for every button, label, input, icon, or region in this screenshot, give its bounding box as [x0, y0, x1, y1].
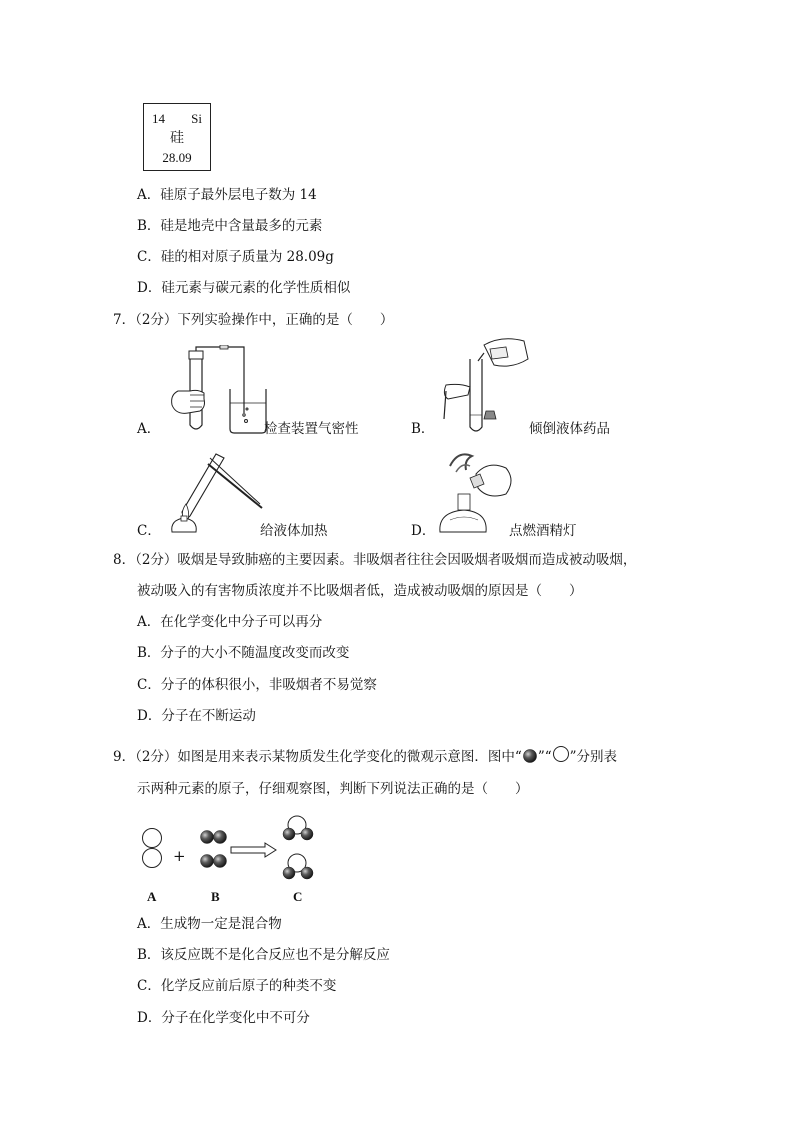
airtightness-check-illustration	[160, 345, 270, 435]
pouring-liquid-illustration	[432, 335, 532, 435]
q8-stem-line2: 被动吸入的有害物质浓度并不比吸烟者低，造成被动吸烟的原因是（ ）	[137, 583, 583, 599]
q9-option-a: A．生成物一定是混合物	[137, 916, 282, 932]
q6-option-a: A．硅原子最外层电子数为 14	[137, 187, 317, 203]
atomic-mass: 28.09	[162, 150, 192, 165]
q6-option-c: C．硅的相对原子质量为 28.09g	[137, 249, 334, 265]
q8-option-a: A．在化学变化中分子可以再分	[137, 614, 323, 630]
q9-stem-part2: ”“	[537, 749, 552, 765]
reaction-diagram	[135, 815, 335, 890]
molecule-a	[143, 829, 162, 868]
q7-option-b-caption: 倾倒液体药品	[529, 421, 610, 437]
diagram-label-a: A	[147, 889, 157, 904]
q8-option-c: C．分子的体积很小，非吸烟者不易觉察	[137, 677, 377, 693]
q9-option-b: B．该反应既不是化合反应也不是分解反应	[137, 947, 390, 963]
q9-stem-line2: 示两种元素的原子，仔细观察图，判断下列说法正确的是（ ）	[137, 781, 529, 797]
q7-option-d-caption: 点燃酒精灯	[509, 523, 577, 539]
q6-option-b: B．硅是地壳中含量最多的元素	[137, 218, 323, 234]
q7-option-a-letter: A．	[137, 421, 161, 437]
diagram-label-c: C	[293, 889, 303, 904]
q7-stem: 7．（2分）下列实验操作中，正确的是（ ）	[113, 312, 394, 328]
element-card-silicon	[143, 103, 211, 171]
white-atom-icon	[552, 746, 570, 764]
q8-option-b: B．分子的大小不随温度改变而改变	[137, 645, 350, 661]
q6-option-d: D．硅元素与碳元素的化学性质相似	[137, 280, 351, 296]
reaction-arrow	[231, 843, 276, 857]
q7-option-d-letter: D．	[411, 523, 436, 539]
atomic-number: 14	[152, 111, 165, 126]
q9-stem-part1: 9．（2分）如图是用来表示某物质发生化学变化的微观示意图．图中“	[113, 749, 522, 765]
q8-option-d: D．分子在不断运动	[137, 708, 256, 724]
element-name: 硅	[170, 130, 184, 146]
q9-stem-part3: ”分别表	[569, 749, 618, 765]
plus-sign: +	[173, 847, 186, 865]
dark-atom-icon	[522, 748, 538, 764]
q7-option-c-letter: C．	[137, 523, 161, 539]
element-symbol: Si	[191, 111, 202, 126]
q9-stem-line1	[113, 746, 617, 766]
molecule-c	[283, 816, 313, 879]
q7-option-a-caption: 检查装置气密性	[264, 421, 359, 437]
q9-option-c: C．化学反应前后原子的种类不变	[137, 978, 337, 994]
molecule-b	[201, 831, 227, 868]
heating-liquid-illustration	[162, 446, 267, 536]
q8-stem-line1: 8．（2分）吸烟是导致肺癌的主要因素。非吸烟者往往会因吸烟者吸烟而造成被动吸烟，	[113, 552, 637, 568]
diagram-label-b: B	[211, 889, 220, 904]
q7-option-c-caption: 给液体加热	[260, 523, 328, 539]
q9-option-d: D．分子在化学变化中不可分	[137, 1010, 310, 1026]
q7-option-b-letter: B．	[411, 421, 435, 437]
